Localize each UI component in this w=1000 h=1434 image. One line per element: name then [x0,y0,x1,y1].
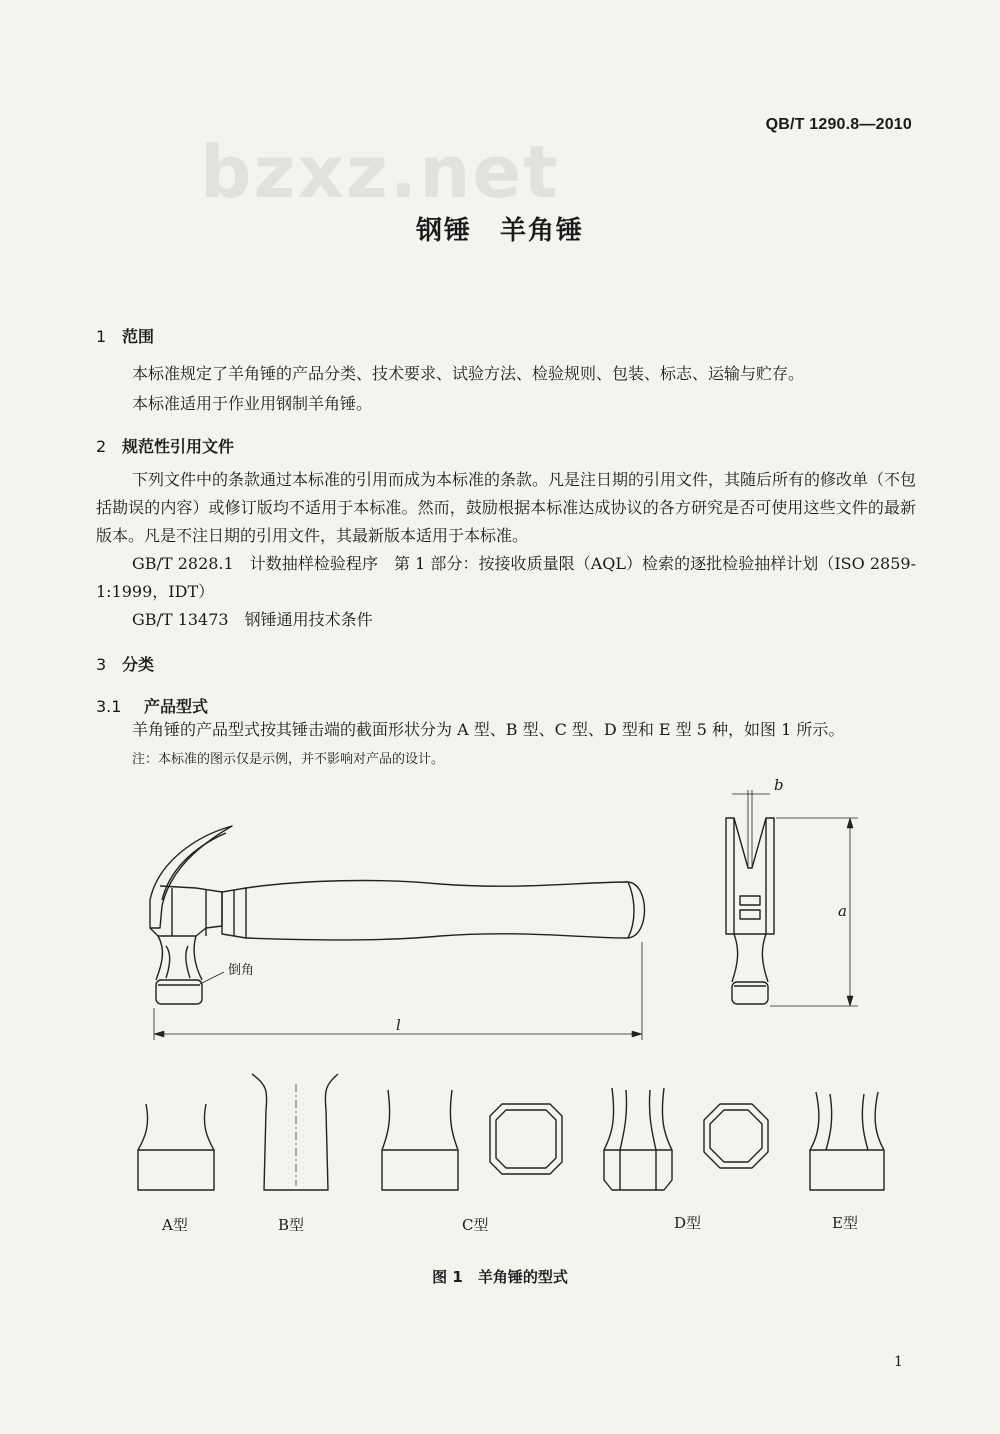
type-d-drawing [604,1088,768,1190]
handle [246,881,645,940]
front-slot [740,896,760,905]
type-c-label: C型 [462,1216,489,1234]
type-c-drawing [382,1090,562,1190]
type-b-outline [252,1074,338,1190]
type-b-label: B型 [278,1216,305,1234]
reference-gbt-13473: GB/T 13473 钢锤通用技术条件 [132,610,373,629]
section-2-heading [96,434,234,457]
page-number: 1 [894,1354,903,1370]
type-e-facets [826,1094,868,1150]
front-head [726,818,774,934]
type-d-outline [604,1088,672,1190]
dim-b-label: b [774,776,784,794]
hammer-side-view [150,826,645,1040]
type-d-face-facets [620,1150,656,1190]
dim-l-label: l [396,1016,401,1034]
type-c-section-inner [496,1110,556,1168]
type-e-label: E型 [832,1214,858,1232]
section-3-1-heading [96,694,208,717]
chamfer-label: 倒角 [228,963,255,978]
standard-number: QB/T 1290.8—2010 [765,116,912,133]
type-e-outline [810,1092,884,1190]
type-b-drawing [252,1074,338,1190]
striking-face [156,980,202,1004]
type-a-drawing [138,1104,214,1190]
neck-inner [166,946,190,978]
section-title: 分类 [122,655,155,674]
type-d-facets [620,1090,656,1150]
section-title: 产品型式 [144,697,209,716]
hammer-front-view [726,790,858,1006]
section-title: 规范性引用文件 [122,437,235,456]
section-3-1-paragraph: 羊角锤的产品型式按其锤击端的截面形状分为 A 型、B 型、C 型、D 型和 E 型 5 种，如图 1 所示。 [132,720,845,739]
reference-gbt-2828-1: GB/T 2828.1 计数抽样检验程序 第 1 部分：按接收质量限（AQL）检索的逐批检验抽样计划（ISO 2859-1:1999，IDT） [96,554,916,601]
section-3-heading [96,652,154,675]
section-number: 2 [96,437,107,456]
section-2-paragraph-1: 下列文件中的条款通过本标准的引用而成为本标准的条款。凡是注日期的引用文件，其随后所有的修改单（不包括勘误的内容）或修订版均不适用于本标准。然而，鼓励根据本标准达成协议的各方研究是否可使用这些文件的最新版本。凡是不注日期的引用文件，其最新版本适用于本标准。 [96,470,917,545]
front-neck [732,934,768,982]
section-1-paragraph-1: 本标准规定了羊角锤的产品分类、技术要求、试验方法、检验规则、包装、标志、运输与贮存。 [132,364,805,383]
chamfer-leader [200,972,224,984]
type-d-label: D型 [674,1214,702,1232]
section-number: 3 [96,655,107,674]
hammer-figure [0,770,1000,1310]
handle-end-line [628,882,634,938]
type-e-drawing [810,1092,884,1190]
type-d-section [704,1104,768,1168]
section-1-paragraph-2: 本标准适用于作业用钢制羊角锤。 [132,394,373,413]
neck [156,936,202,980]
dim-a-label: a [838,902,847,920]
document-title: 钢锤 羊角锤 [415,216,584,246]
section-number: 1 [96,327,107,346]
type-c-outline [382,1090,458,1190]
type-a-label: A型 [162,1216,188,1234]
figure-caption: 图 1 羊角锤的型式 [432,1268,568,1286]
section-title: 范围 [122,327,155,346]
head-body [150,886,222,936]
figure-note: 注：本标准的图示仅是示例，并不影响对产品的设计。 [132,752,445,767]
section-number: 3.1 [96,697,122,716]
type-a-outline [138,1104,214,1190]
watermark: bzxz.net [200,130,560,214]
type-d-section-inner [710,1110,762,1162]
front-slot [740,910,760,919]
section-1-heading [96,324,154,347]
claw [150,826,232,928]
